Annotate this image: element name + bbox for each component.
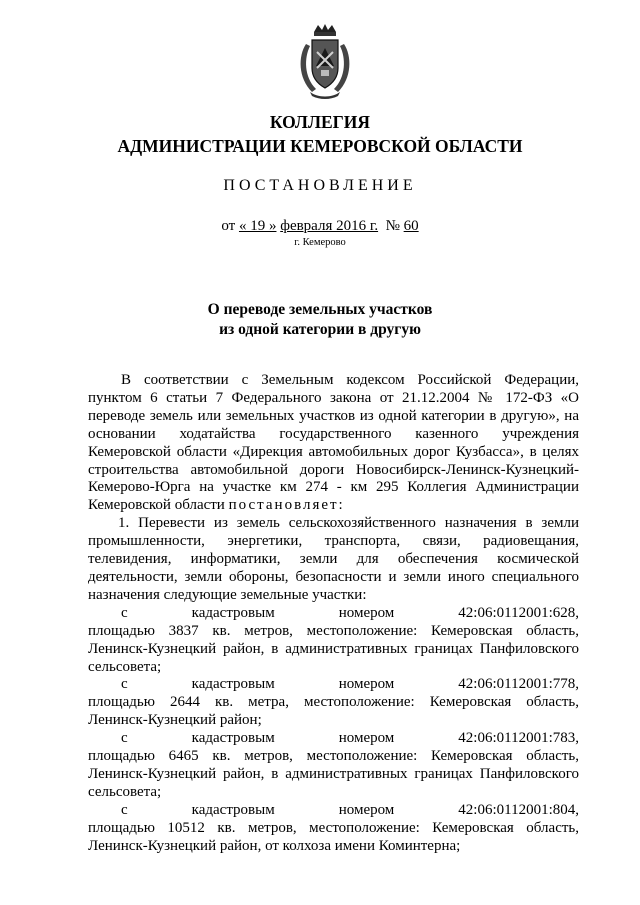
plot-line: Ленинск-Кузнецкий район; — [88, 712, 262, 729]
date-prefix: от — [221, 218, 236, 234]
item1-line: назначения следующие земельные участки: — [88, 586, 367, 603]
plot-line: сельсовета; — [88, 658, 162, 675]
preamble-line: переводе земель или земельных участков из одной категории в другую», на — [88, 407, 579, 424]
plot-line: площадью 10512 кв. метров, местоположение: Кемеровская область, — [88, 819, 579, 836]
preamble-line: Кемерово-Юрга на участке км 274 - км 295 Коллегия Администрации — [88, 479, 579, 496]
plot-line: Ленинск-Кузнецкий район, от колхоза имени Коминтерна; — [88, 837, 461, 854]
document-body — [88, 372, 579, 855]
plot-line: Ленинск-Кузнецкий район, в административных границах Панфиловского — [88, 640, 579, 657]
date-day: « 19 » — [238, 218, 277, 234]
plot-line: площадью 6465 кв. метров, местоположение: Кемеровская область, — [88, 748, 579, 765]
subject-line1: О переводе земельных участков — [207, 301, 433, 318]
preamble-line: Кемеровской области «Дирекция автомобильных дорог Кузбасса», в целях — [88, 443, 579, 460]
resolves-word: постановляет: — [228, 497, 345, 514]
preamble-last-text: Кемеровской области — [88, 497, 225, 514]
plot-line: Ленинск-Кузнецкий район, в административных границах Панфиловского — [88, 765, 579, 782]
plot-line: с кадастровым номером 42:06:0112001:804, — [121, 801, 579, 818]
plot-line: площадью 2644 кв. метра, местоположение: Кемеровская область, — [88, 694, 579, 711]
org-name-line2: АДМИНИСТРАЦИИ КЕМЕРОВСКОЙ ОБЛАСТИ — [117, 136, 523, 156]
item1-line: деятельности, земли обороны, безопасности и земли иного специального — [88, 568, 579, 585]
document-type: ПОСТАНОВЛЕНИЕ — [223, 177, 417, 194]
number-sign: № — [385, 218, 400, 234]
preamble-line: строительства автомобильной дороги Новосибирск-Ленинск-Кузнецкий- — [88, 461, 579, 478]
subject-line2: из одной категории в другую — [219, 321, 421, 338]
item1-line: промышленности, энергетики, транспорта, связи, радиовещания, — [88, 533, 579, 550]
date-month-year: февраля 2016 г. — [280, 218, 379, 234]
org-name-line1: КОЛЛЕГИЯ — [269, 112, 371, 132]
item1-line: 1. Перевести из земель сельскохозяйственного назначения в земли — [118, 515, 579, 532]
city: г. Кемерово — [294, 237, 346, 248]
plot-line: сельсовета; — [88, 783, 162, 800]
plot-line: с кадастровым номером 42:06:0112001:628, — [121, 604, 579, 621]
date-number-line — [0, 218, 640, 235]
preamble-line: В соответствии с Земельным кодексом Российской Федерации, — [121, 372, 579, 388]
document-number: 60 — [403, 218, 419, 234]
item1-line: телевидения, информатики, земли для обеспечения космической — [88, 551, 579, 568]
plot-line: с кадастровым номером 42:06:0112001:783, — [121, 730, 579, 747]
preamble-line: основании ходатайства государственного казенного учреждения — [88, 425, 579, 442]
preamble-line: пунктом 6 статьи 7 Федерального закона от 21.12.2004 № 172-ФЗ «О — [88, 389, 579, 406]
preamble-last-line — [88, 497, 579, 515]
coat-of-arms-kemerovo-icon — [294, 22, 356, 100]
plot-line: площадью 3837 кв. метров, местоположение: Кемеровская область, — [88, 622, 579, 639]
plot-line: с кадастровым номером 42:06:0112001:778, — [121, 676, 579, 693]
